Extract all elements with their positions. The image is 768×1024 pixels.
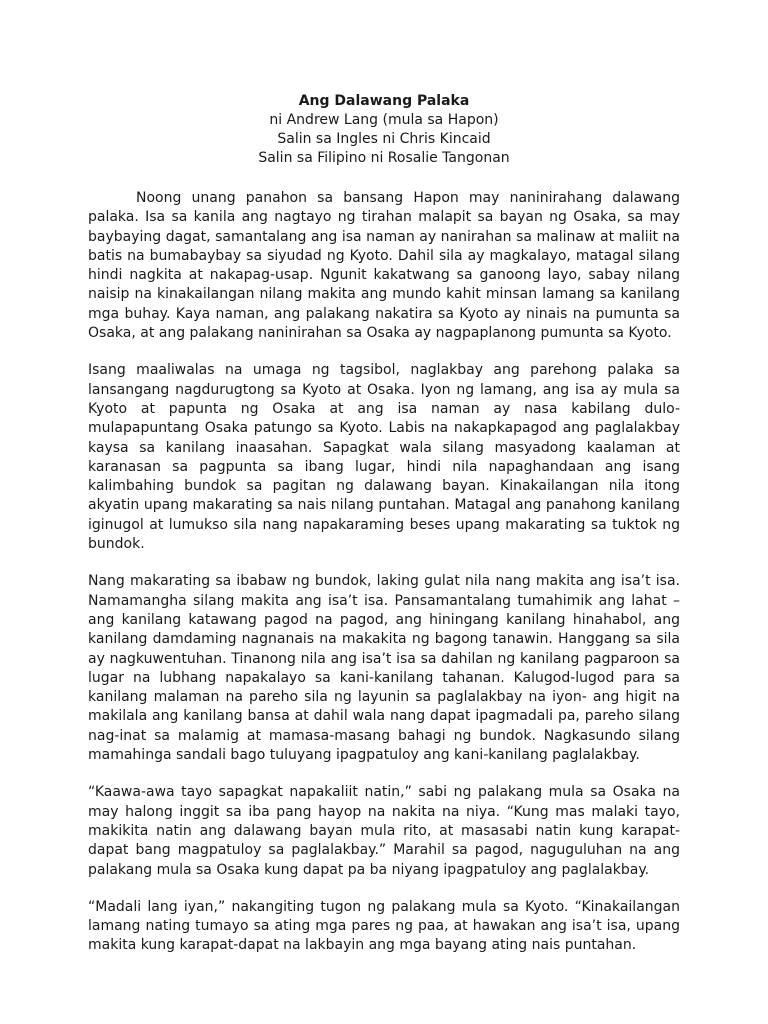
paragraph-5: “Madali lang iyan,” nakangiting tugon ng palakang mula sa Kyoto. “Kinakailangan lamang nating tumayo sa ating mga pares ng paa, at hawakan ang isa’t isa, upang makita kung karapat-dapat na lakbayin ang mga bayang ating nais puntahan. — [88, 898, 680, 954]
byline-filipino-translator: Salin sa Filipino ni Rosalie Tangonan — [258, 150, 510, 166]
document-title: Ang Dalawang Palaka — [298, 93, 470, 109]
document-page — [88, 92, 680, 974]
byline-author: ni Andrew Lang (mula sa Hapon) — [269, 112, 499, 128]
paragraph-3: Nang makarating sa ibabaw ng bundok, laking gulat nila nang makita ang isa’t isa. Namamangha silang makita ang isa’t isa. Pansamantalang tumahimik ang lahat – ang kanilang katawang pagod na pagod, ang hiningang kanilang hinahabol, ang kanilang damdaming nagnanais na makakita ng bagong tanawin. Hanggang sa sila ay nagkuwentuhan. Tinanong nila ang isa’t isa sa dahilan ng kanilang pagparoon sa lugar na lubhang napakalayo sa kani-kanilang tahanan. Kalugod-lugod para sa kanilang malaman na pareho sila ng layunin sa paglalakbay na iyon- ang higit na makilala ang kanilang bansa at dahil wala nang dapat ipagmadali pa, pareho silang nag-inat sa malamig at mamasa-masang bahagi ng bundok. Nagkasundo silang mamahinga sandali bago tuluyang ipagpatuloy ang kani-kanilang paglalakbay. — [88, 573, 680, 764]
paragraph-1: Noong unang panahon sa bansang Hapon may naninirahang dalawang palaka. Isa sa kanila ang nagtayo ng tirahan malapit sa bayan ng Osaka, sa may baybaying dagat, samantalang ang isa naman ay nanirahan sa malinaw at maliit na batis na bumabaybay sa siyudad ng Kyoto. Dahil sila ay magkalayo, matagal silang hindi nagkita at nakapag-usap. Ngunit kakatwang sa ganoong layo, sabay nilang naisip na kinakailangan nilang makita ang mundo kahit minsan lamang sa kanilang mga buhay. Kaya naman, ang palakang nakatira sa Kyoto ay ninais na pumunta sa Osaka, at ang palakang naninirahan sa Osaka ay nagpaplanong pumunta sa Kyoto. — [88, 190, 680, 342]
paragraph-4: “Kaawa-awa tayo sapagkat napakaliit natin,” sabi ng palakang mula sa Osaka na may halong inggit sa iba pang hayop na nakita na niya. “Kung mas malaki tayo, makikita natin ang dalawang bayan mula rito, at masasabi natin kung karapat-dapat bang magpatuloy sa paglalakbay.” Marahil sa pagod, naguguluhan na ang palakang mula sa Osaka kung dapat pa ba niyang ipagpatuloy ang paglalakbay. — [88, 784, 680, 878]
paragraph-2: Isang maaliwalas na umaga ng tagsibol, naglakbay ang parehong palaka sa lansangang nagdurugtong sa Kyoto at Osaka. Iyon ng lamang, ang isa ay mula sa Kyoto at papunta ng Osaka at ang isa naman ay nasa kabilang dulo- mulapapuntang Osaka patungo sa Kyoto. Labis na nakapkapagod ang paglalakbay kaysa sa kanilang inaasahan. Sapagkat wala silang masyadong kaalaman at karanasan sa pagpunta sa ibang lugar, hindi nila napaghandaan ang isang kalimbahing bundok sa pagitan ng dalawang bayan. Kinakailangan nila itong akyatin upang makarating sa nais nilang puntahan. Matagal ang panahong kanilang iginugol at lumukso sila nang napakaraming beses upang makarating sa tuktok ng bundok. — [88, 362, 680, 553]
byline-english-translator: Salin sa Ingles ni Chris Kincaid — [277, 131, 491, 147]
document-header — [88, 92, 680, 168]
